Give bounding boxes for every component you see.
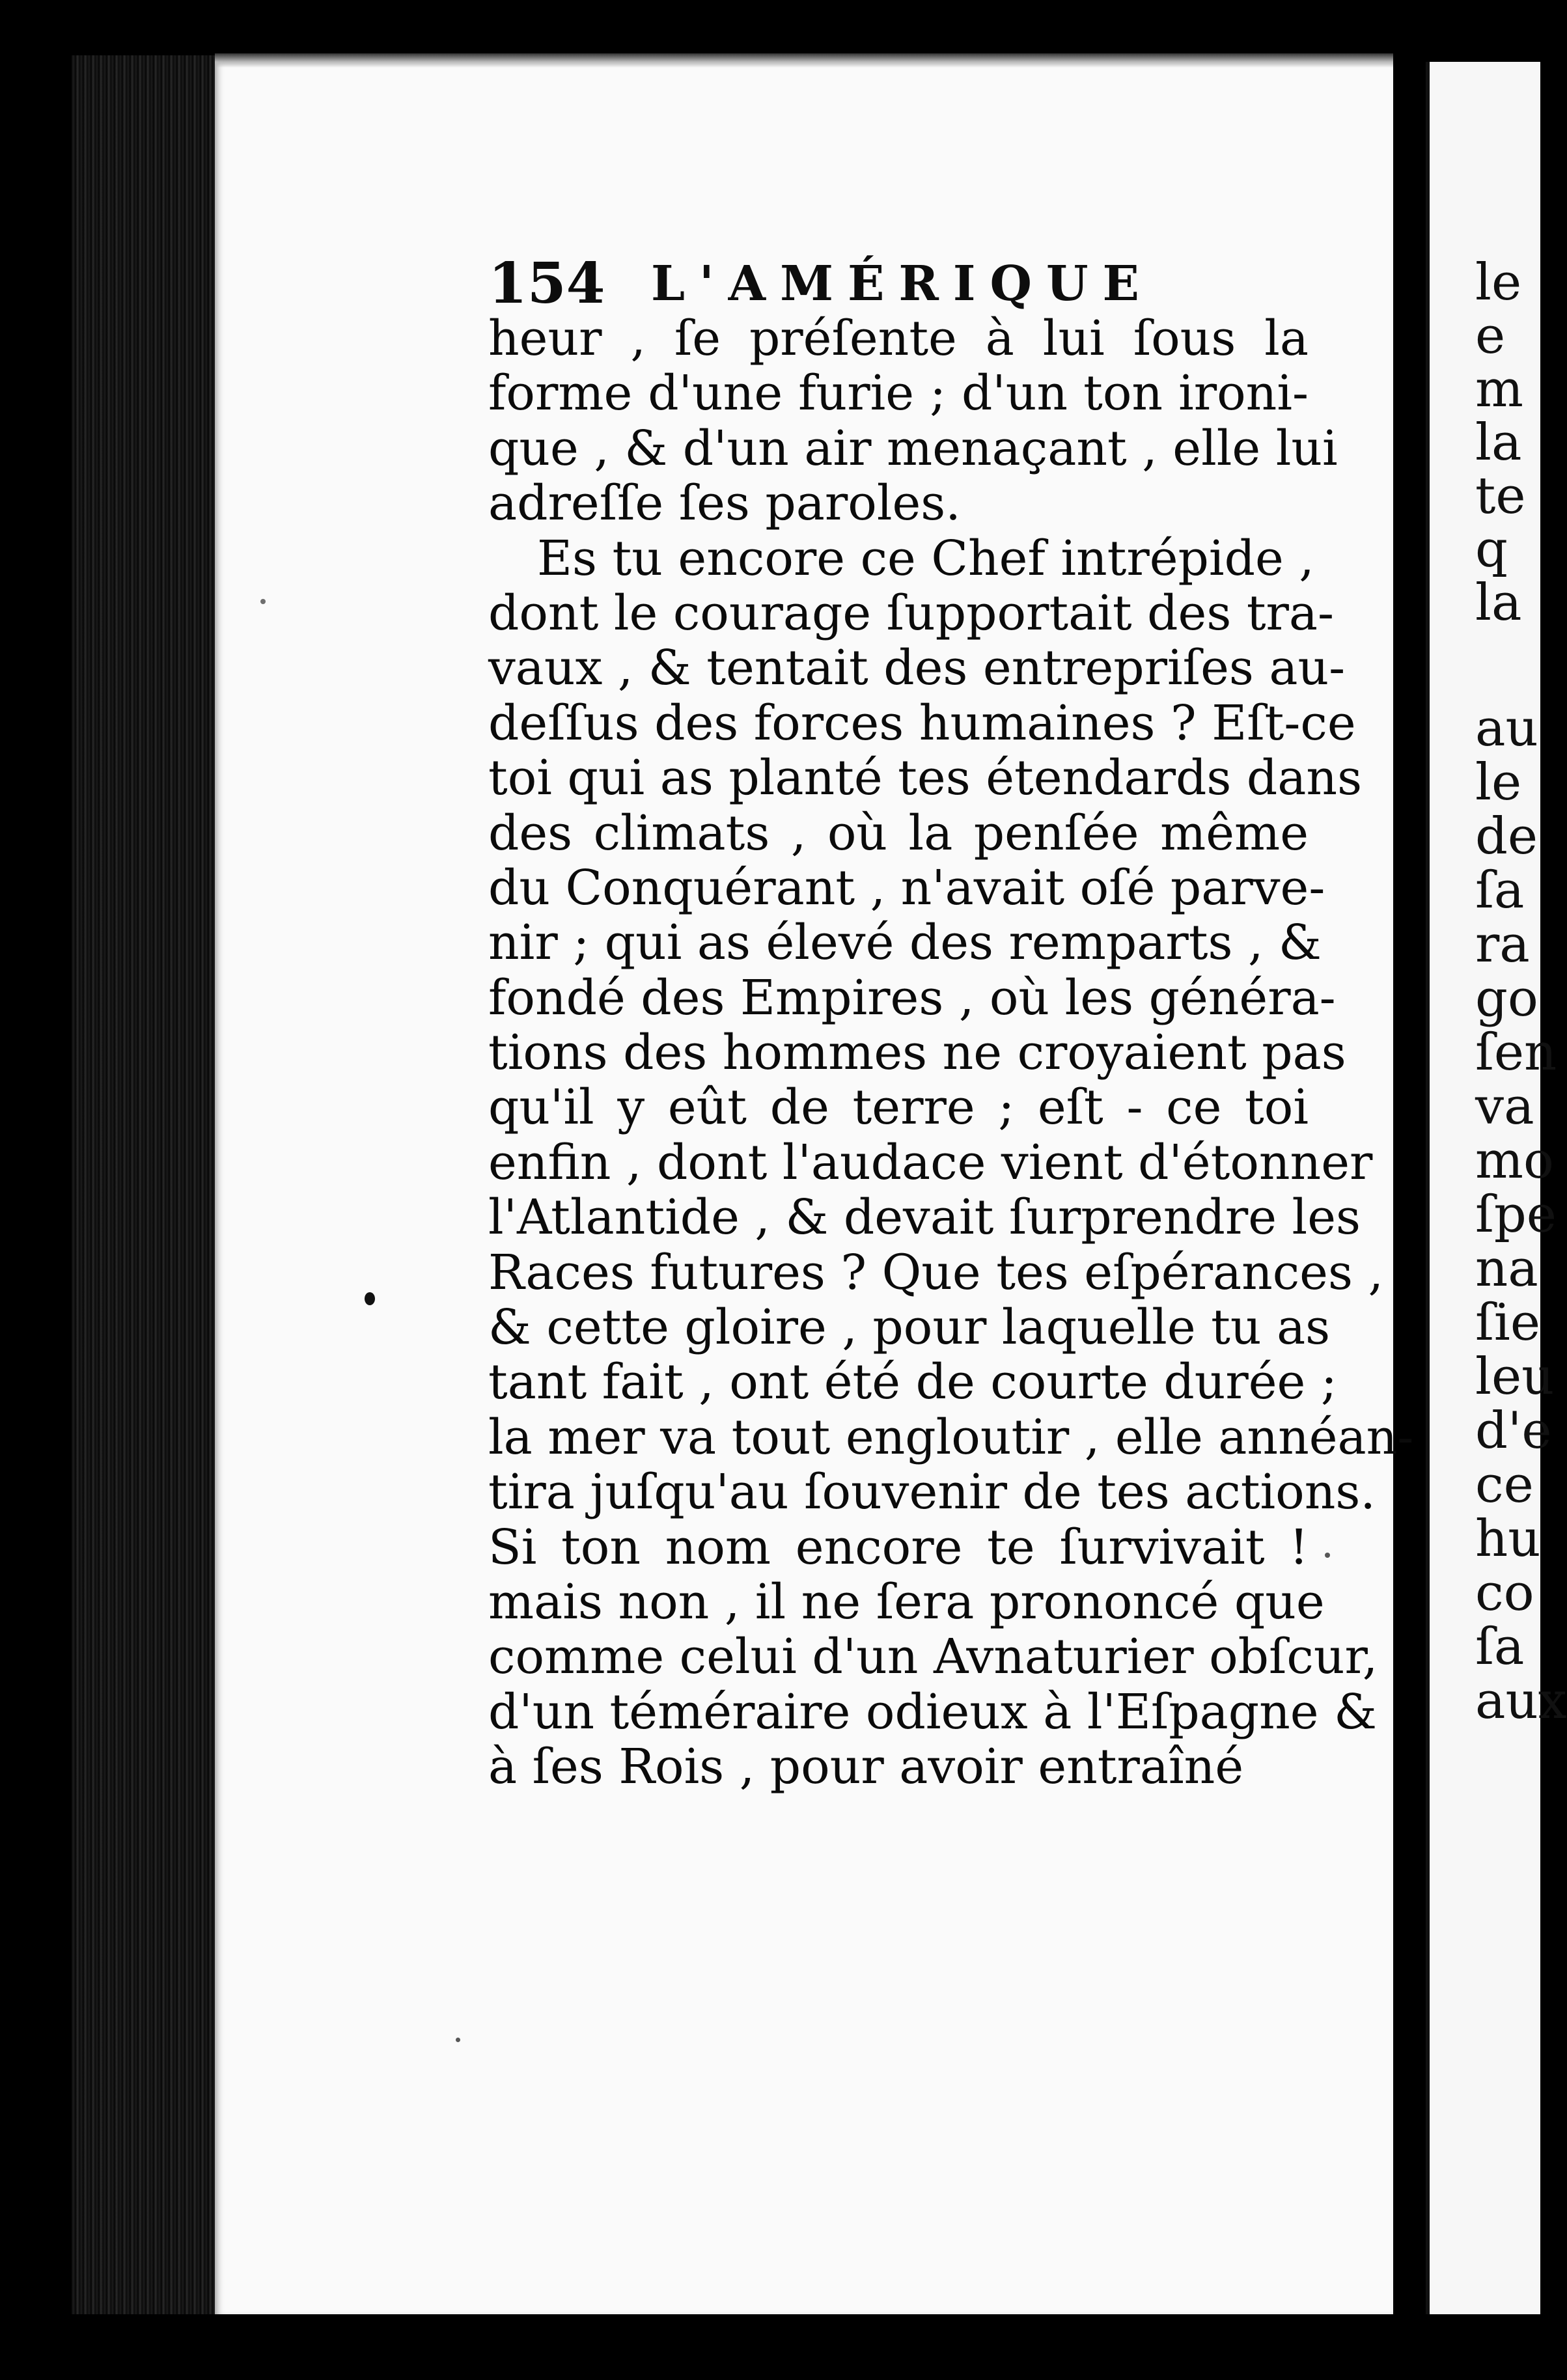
text-line: & cette gloire , pour laquelle tu as xyxy=(488,1299,1331,1356)
facing-page-fragment xyxy=(1426,62,1567,2314)
text-line: nir ; qui as élevé des remparts , & xyxy=(488,915,1322,971)
facing-page-text: na xyxy=(1475,1239,1538,1298)
facing-page-text: e xyxy=(1475,307,1506,365)
body-text xyxy=(488,311,1414,1795)
facing-page-text: aux xyxy=(1475,1672,1567,1730)
facing-page-text: co xyxy=(1475,1564,1534,1622)
ink-speck xyxy=(365,1292,375,1305)
ink-speck xyxy=(1325,1553,1330,1558)
text-line: deſſus des forces humaines ? Eſt-ce xyxy=(488,695,1356,751)
facing-page-text: au xyxy=(1475,699,1538,758)
facing-page-text: va xyxy=(1475,1077,1534,1136)
text-line: Races futures ? Que tes eſpérances , xyxy=(488,1244,1383,1301)
facing-page-text: le xyxy=(1475,253,1522,312)
facing-page-text: ſie xyxy=(1475,1294,1540,1352)
text-line: à ſes Rois , pour avoir entraîné xyxy=(488,1739,1244,1795)
facing-page-text: leu xyxy=(1475,1348,1555,1406)
running-head: L'AMÉRIQUE xyxy=(651,256,1154,312)
facing-page-text: m xyxy=(1475,360,1523,419)
facing-page-text: ſa xyxy=(1475,1618,1525,1676)
text-line: que , & d'un air menaçant , elle lui xyxy=(488,420,1338,477)
ink-speck xyxy=(260,599,266,604)
facing-page-text: ra xyxy=(1475,915,1530,974)
facing-page-text: ſa xyxy=(1475,861,1525,920)
text-line: Si ton nom encore te ſurvivait ! xyxy=(488,1519,1309,1575)
text-line: tant fait , ont été de courte durée ; xyxy=(488,1354,1337,1411)
facing-page-text: ce xyxy=(1475,1456,1534,1514)
facing-page-text: de xyxy=(1475,807,1538,866)
facing-page-text: ſpe xyxy=(1475,1185,1557,1244)
text-line: tira juſqu'au ſouvenir de tes actions. xyxy=(488,1464,1376,1521)
facing-page-text: la xyxy=(1475,574,1522,632)
text-line: Es tu encore ce Chef intrépide , xyxy=(537,530,1314,587)
text-line: la mer va tout engloutir , elle annéan- xyxy=(488,1409,1414,1465)
facing-page-text: te xyxy=(1475,467,1526,525)
text-line: des climats , où la penſée même xyxy=(488,805,1309,861)
text-line: fondé des Empires , où les généra- xyxy=(488,969,1336,1026)
facing-page-text: q xyxy=(1475,520,1508,579)
page-top-shadow xyxy=(215,53,1393,68)
text-line: enfin , dont l'audace vient d'étonner xyxy=(488,1134,1373,1191)
text-line: dont le courage ſupportait des tra- xyxy=(488,585,1335,641)
text-line: qu'il y eût de terre ; eſt - ce toi xyxy=(488,1079,1309,1136)
text-line: vaux , & tentait des entrepriſes au- xyxy=(488,640,1346,697)
text-line: tions des hommes ne croyaient pas xyxy=(488,1025,1346,1081)
text-line: forme d'une furie ; d'un ton ironi- xyxy=(488,365,1309,422)
facing-page-text: la xyxy=(1475,413,1522,472)
facing-page-text: hu xyxy=(1475,1510,1541,1568)
text-line: d'un téméraire odieux à l'Eſpagne & xyxy=(488,1683,1377,1740)
facing-page-text: ſen xyxy=(1475,1023,1557,1082)
text-line: mais non , il ne ſera prononcé que xyxy=(488,1573,1325,1630)
text-line: l'Atlantide , & devait ſurprendre les xyxy=(488,1189,1361,1246)
text-line: heur , ſe préſente à lui ſous la xyxy=(488,311,1309,367)
text-line: comme celui d'un Avnaturier obſcur, xyxy=(488,1629,1378,1685)
text-line: adreſſe ſes paroles. xyxy=(488,475,961,532)
facing-page-text: le xyxy=(1475,753,1522,812)
ink-speck xyxy=(456,2038,460,2042)
text-line: du Conquérant , n'avait oſé parve- xyxy=(488,859,1325,916)
facing-page-text: d'e xyxy=(1475,1402,1552,1460)
facing-page-text: go xyxy=(1475,969,1538,1028)
facing-page-text: mo xyxy=(1475,1131,1554,1190)
text-line: toi qui as planté tes étendards dans xyxy=(488,750,1363,807)
page-number: 154 xyxy=(488,251,605,316)
